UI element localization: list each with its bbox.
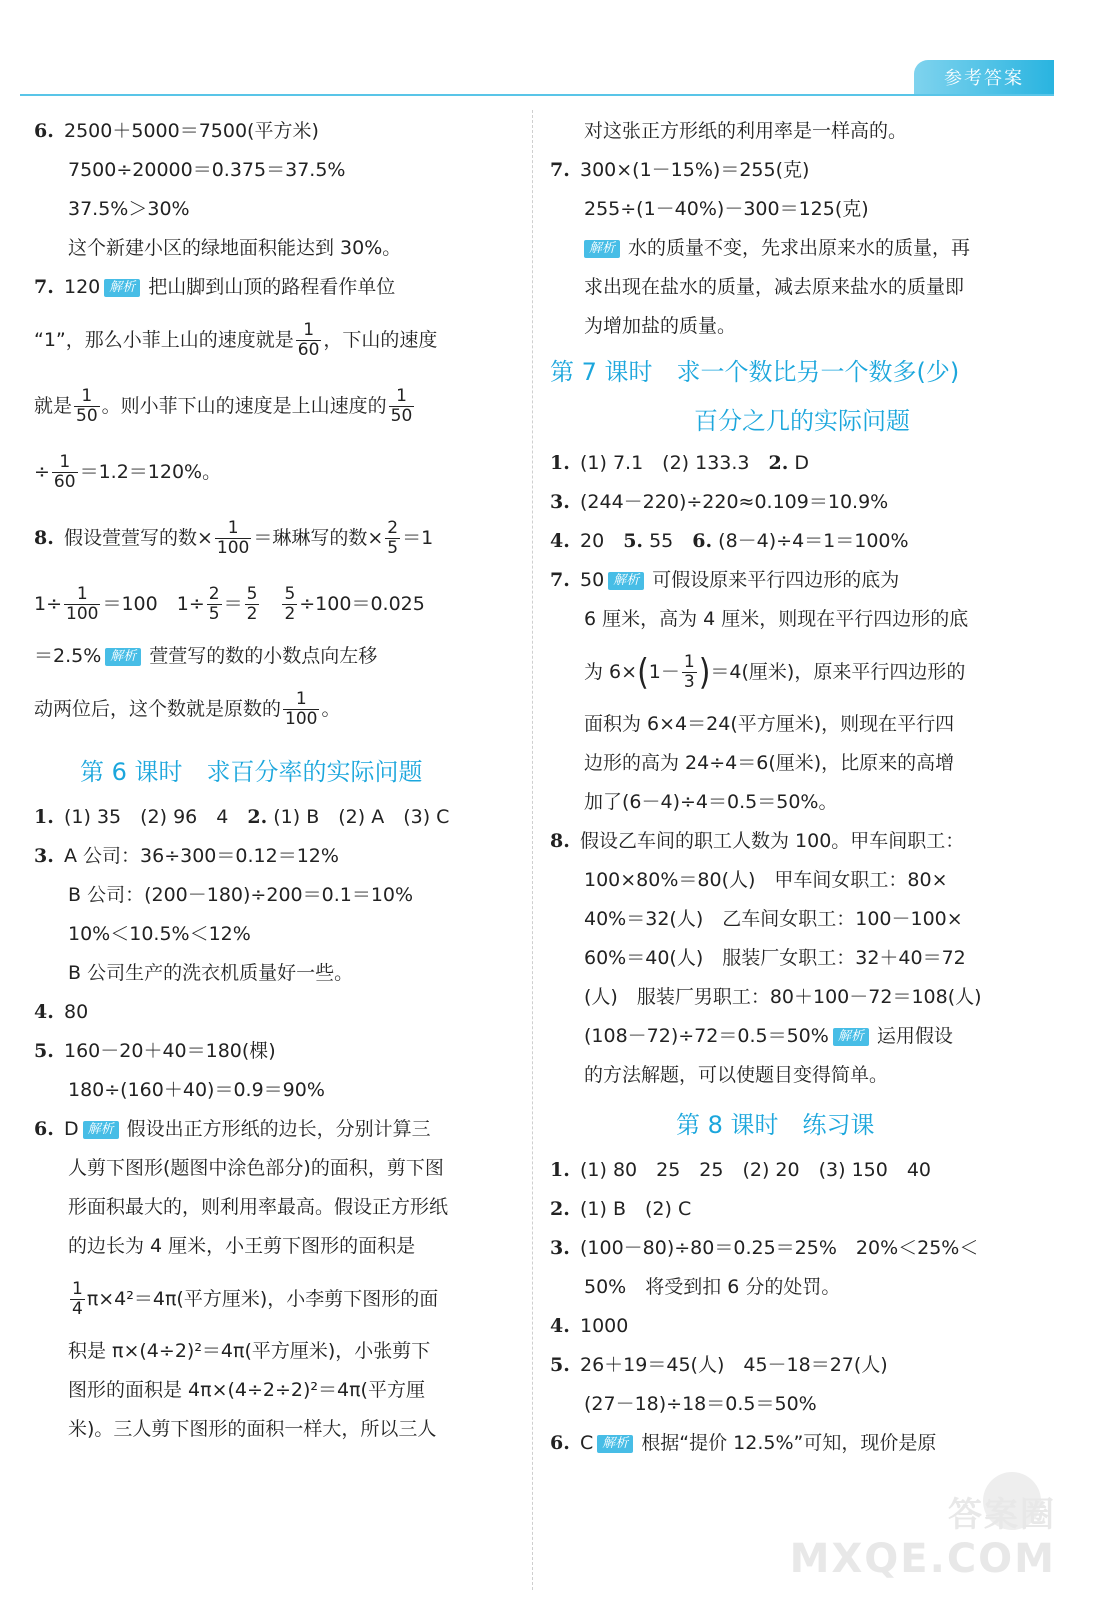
right-s8-q2 [550, 1190, 1030, 1229]
left-q6-line2: 7500÷20000＝0.375＝37.5% [68, 159, 346, 181]
watermark-bottom-text: MXQE.COM [789, 1536, 1056, 1582]
answer-text: C [580, 1432, 594, 1454]
fraction-numerator: 1 [72, 1279, 83, 1300]
fraction [207, 585, 222, 623]
question-number: 8. [550, 830, 570, 852]
analysis-text: ，下山的速度 [323, 329, 438, 351]
question-number: 5. [550, 1354, 570, 1376]
question-number: 4. [550, 530, 570, 552]
right-q7-line1 [550, 151, 1030, 190]
left-s6-q6-line2: 人剪下图形(题图中涂色部分)的面积，剪下图 [68, 1157, 444, 1179]
section-title-lesson8: 第 8 课时 练习课 [676, 1111, 875, 1139]
analysis-text: 动两位后，这个数就是原数的 [34, 698, 282, 720]
right-s8-q1 [550, 1151, 1030, 1190]
fraction-denominator: 100 [66, 604, 99, 624]
right-q7-line4: 求出现在盐水的质量，减去原来盐水的质量即 [584, 276, 965, 298]
analysis-tag: 解析 [83, 1121, 119, 1139]
fraction-numerator: 1 [303, 320, 315, 341]
right-column [550, 112, 1030, 1463]
watermark-top-text: 答案圈 [948, 1495, 1056, 1535]
column-divider [532, 110, 533, 1590]
fraction-denominator: 5 [208, 604, 220, 624]
analysis-text: 可假设原来平行四边形的底为 [652, 569, 900, 591]
right-s7-q1 [550, 444, 1030, 483]
left-q6-line3: 37.5%＞30% [68, 198, 190, 220]
analysis-tag: 解析 [584, 240, 620, 258]
fraction [52, 453, 78, 491]
fraction-numerator: 5 [284, 584, 296, 605]
section-title-lesson6: 第 6 课时 求百分率的实际问题 [80, 758, 423, 786]
right-s8-q4 [550, 1307, 1030, 1346]
fraction-denominator: 100 [216, 538, 250, 558]
question-number: 1. [550, 1159, 570, 1181]
question-number: 3. [550, 1237, 570, 1259]
answer-text: (244－220)÷220≈0.109＝10.9% [580, 491, 889, 513]
right-q7-line3 [550, 229, 1030, 268]
left-s6-q6-line5 [34, 1266, 512, 1332]
fraction-numerator: 2 [387, 518, 399, 539]
analysis-tag: 解析 [833, 1028, 869, 1046]
answer-text: D [794, 452, 810, 474]
left-s6-q5-line2: 180÷(160＋40)＝0.9＝90% [68, 1079, 325, 1101]
question-number: 3. [550, 491, 570, 513]
fraction-denominator: 2 [246, 604, 258, 624]
question-number: 7. [550, 569, 570, 591]
fraction-numerator: 2 [208, 584, 220, 605]
right-s7-q7-line5: 边形的高为 24÷4＝6(厘米)，比原来的高增 [584, 752, 955, 774]
question-number: 6. [34, 120, 54, 142]
answer-text: A 公司：36÷300＝0.12＝12% [64, 845, 339, 867]
analysis-text: 1－ [648, 661, 680, 683]
left-q7-line3 [34, 373, 512, 439]
fraction [682, 653, 697, 691]
right-s7-q8-line1 [550, 822, 1030, 861]
analysis-text: ＝1.2＝120%。 [79, 461, 222, 483]
left-s6-q3-line4: B 公司生产的洗衣机质量好一些。 [68, 962, 354, 984]
analysis-text: 萱萱写的数的小数点向左移 [149, 645, 378, 667]
answer-text: ＝100 1÷ [102, 593, 205, 615]
answer-text: (1) B (2) A (3) C [273, 806, 450, 828]
answer-text: (1) 80 25 25 (2) 20 (3) 150 40 [580, 1159, 932, 1181]
right-q7-line5: 为增加盐的质量。 [584, 315, 737, 337]
analysis-text: 为 6× [584, 661, 638, 683]
right-s8-q3-line1 [550, 1229, 1030, 1268]
fraction-denominator: 4 [72, 1299, 83, 1319]
right-s7-q7-line1 [550, 561, 1030, 600]
question-number: 8. [34, 527, 54, 549]
question-number: 3. [34, 845, 54, 867]
right-s7-q8-line6 [550, 1017, 1030, 1056]
right-s7-q7-line2: 6 厘米，高为 4 厘米，则现在平行四边形的底 [584, 608, 969, 630]
analysis-tag: 解析 [597, 1435, 633, 1453]
left-paren: ( [637, 650, 649, 693]
fraction-numerator: 1 [396, 386, 407, 407]
fraction [215, 519, 251, 557]
answer-text: 80 [64, 1001, 89, 1023]
fraction-numerator: 1 [81, 386, 93, 407]
fraction-denominator: 100 [285, 709, 318, 729]
fraction [389, 387, 415, 425]
answer-text: (100－80)÷80＝0.25＝25% 20%＜25%＜ [580, 1237, 979, 1259]
fraction-denominator: 50 [390, 406, 413, 426]
analysis-text: 运用假设 [876, 1025, 953, 1047]
answer-text: (1) B (2) C [580, 1198, 692, 1220]
analysis-text: π×4²＝4π(平方厘米)，小李剪下图形的面 [86, 1288, 439, 1310]
analysis-tag: 解析 [104, 279, 140, 297]
section-title-lesson7: 第 7 课时 求一个数比另一个数多(少) [550, 358, 960, 386]
question-number: 1. [34, 806, 54, 828]
right-s8-q6-line1 [550, 1424, 1030, 1463]
left-q7-line4 [34, 439, 512, 505]
left-q6-line1 [34, 112, 512, 151]
right-s7-q8-line5: (人) 服装厂男职工：80＋100－72＝108(人) [584, 986, 982, 1008]
left-s6-q6-line8: 米)。三人剪下图形的面积一样大，所以三人 [68, 1418, 437, 1440]
fraction-numerator: 1 [683, 652, 695, 673]
right-s7-q8-line7: 的方法解题，可以使题目变得简单。 [584, 1064, 889, 1086]
analysis-text: ÷ [34, 461, 50, 483]
answer-text: D [64, 1118, 79, 1140]
right-q7-line2: 255÷(1－40%)－300＝125(克) [584, 198, 869, 220]
answer-text: 50 [580, 569, 605, 591]
right-s7-q4 [550, 522, 1030, 561]
answer-text: 120 [64, 276, 101, 298]
answer-text: ÷100＝0.025 [299, 593, 425, 615]
answer-text: 160－20＋40＝180(棵) [64, 1040, 276, 1062]
analysis-text: “1”，那么小菲上山的速度就是 [34, 329, 294, 351]
section-subtitle-lesson7: 百分之几的实际问题 [694, 407, 910, 435]
left-s6-q6-line6: 积是 π×(4÷2)²＝4π(平方厘米)，小张剪下 [68, 1340, 431, 1362]
right-s7-q8-line4: 60%＝40(人) 服装厂女职工：32＋40＝72 [584, 947, 966, 969]
fraction [296, 321, 322, 359]
left-q8-line4 [34, 676, 512, 742]
question-number: 4. [34, 1001, 54, 1023]
answer-text: 26＋19＝45(人) 45－18＝27(人) [580, 1354, 888, 1376]
fraction-numerator: 1 [227, 518, 239, 539]
left-q8-line3 [34, 637, 512, 676]
question-number: 5. [34, 1040, 54, 1062]
answer-text: 1000 [580, 1315, 629, 1337]
question-number: 7. [550, 159, 570, 181]
fraction-numerator: 1 [295, 689, 307, 710]
left-s6-q3-line3: 10%＜10.5%＜12% [68, 923, 251, 945]
answer-text: (1) 35 (2) 96 4 [64, 806, 248, 828]
left-q8-line1 [34, 505, 512, 571]
answer-text: (108－72)÷72＝0.5＝50% [584, 1025, 829, 1047]
fraction [64, 585, 100, 623]
right-cont-line1: 对这张正方形纸的利用率是一样高的。 [584, 120, 908, 142]
right-s7-q7-line4: 面积为 6×4＝24(平方厘米)，则现在平行四 [584, 713, 955, 735]
answer-text: 55 [649, 530, 693, 552]
fraction [245, 585, 260, 623]
analysis-text: 。 [321, 698, 341, 720]
answer-text [261, 593, 280, 615]
answer-text: 假设乙车间的职工人数为 100。甲车间职工： [580, 830, 965, 852]
left-s6-q6-line4: 的边长为 4 厘米，小王剪下图形的面积是 [68, 1235, 416, 1257]
fraction [283, 690, 319, 728]
answer-text: 假设萱萱写的数× [64, 527, 213, 549]
right-s8-q5-line2: (27－18)÷18＝0.5＝50% [584, 1393, 817, 1415]
fraction [385, 519, 400, 557]
question-number: 6. [34, 1118, 54, 1140]
answer-text: ＝1 [402, 527, 434, 549]
fraction-numerator: 1 [76, 584, 88, 605]
right-s7-q7-line6: 加了(6－4)÷4＝0.5＝50%。 [584, 791, 838, 813]
question-number: 2. [768, 452, 789, 474]
answer-text: 2500＋5000＝7500(平方米) [64, 120, 319, 142]
analysis-text: 假设出正方形纸的边长，分别计算三 [126, 1118, 431, 1140]
left-s6-q3-line2: B 公司：(200－180)÷200＝0.1＝10% [68, 884, 414, 906]
left-s6-q6-line1 [34, 1110, 512, 1149]
analysis-text: 。则小菲下山的速度是上山速度的 [101, 395, 387, 417]
answer-text: ＝琳琳写的数× [253, 527, 384, 549]
left-q8-line2 [34, 571, 512, 637]
fraction-denominator: 60 [53, 472, 76, 492]
left-s6-q3-line1 [34, 837, 512, 876]
question-number: 2. [247, 806, 268, 828]
right-paren: ) [698, 650, 711, 693]
right-s8-q3-line2: 50% 将受到扣 6 分的处罚。 [584, 1276, 841, 1298]
left-s6-q5-line1 [34, 1032, 512, 1071]
fraction-denominator: 60 [297, 340, 320, 360]
fraction-denominator: 5 [387, 538, 399, 558]
answer-key-tab: 参考答案 [914, 60, 1054, 94]
left-s6-q6-line3: 形面积最大的，则利用率最高。假设正方形纸 [68, 1196, 449, 1218]
fraction [74, 387, 100, 425]
left-s6-q1 [34, 798, 512, 837]
right-s7-q8-line2: 100×80%＝80(人) 甲车间女职工：80× [584, 869, 948, 891]
analysis-text: 就是 [34, 395, 73, 417]
left-s6-q4 [34, 993, 512, 1032]
left-s6-q6-line7: 图形的面积是 4π×(4÷2÷2)²＝4π(平方厘 [68, 1379, 425, 1401]
analysis-tag: 解析 [105, 648, 141, 666]
question-number: 2. [550, 1198, 570, 1220]
answer-text: 20 [580, 530, 624, 552]
question-number: 4. [550, 1315, 570, 1337]
answer-text: ＝2.5% [34, 645, 102, 667]
analysis-tag: 解析 [608, 572, 644, 590]
analysis-text: 根据“提价 12.5%”可知，现价是原 [641, 1432, 937, 1454]
fraction-denominator: 3 [683, 672, 695, 692]
analysis-text: 水的质量不变，先求出原来水的质量，再 [628, 237, 971, 259]
analysis-text: 把山脚到山顶的路程看作单位 [148, 276, 396, 298]
left-q7-line1 [34, 268, 512, 307]
question-number: 6. [550, 1432, 570, 1454]
fraction [70, 1280, 85, 1318]
right-s7-q8-line3: 40%＝32(人) 乙车间女职工：100－100× [584, 908, 963, 930]
answer-text: (1) 7.1 (2) 133.3 [580, 452, 769, 474]
right-s8-q5-line1 [550, 1346, 1030, 1385]
fraction-denominator: 2 [284, 604, 296, 624]
fraction-denominator: 50 [76, 406, 98, 426]
fraction-numerator: 5 [246, 584, 258, 605]
watermark [790, 1487, 1056, 1582]
answer-text: (8－4)÷4＝1＝100% [718, 530, 909, 552]
analysis-text: ＝4(厘米)，原来平行四边形的 [710, 661, 966, 683]
question-number: 1. [550, 452, 570, 474]
answer-text: ＝ [223, 593, 243, 615]
question-number: 5. [623, 530, 644, 552]
answer-text: 1÷ [34, 593, 63, 615]
right-s7-q3 [550, 483, 1030, 522]
question-number: 6. [692, 530, 713, 552]
right-s7-q7-line3 [550, 639, 1030, 705]
question-number: 7. [34, 276, 54, 298]
left-column [34, 112, 512, 1449]
left-q7-line2 [34, 307, 512, 373]
fraction [282, 585, 297, 623]
answer-text: 300×(1－15%)＝255(克) [580, 159, 810, 181]
left-q6-line4: 这个新建小区的绿地面积能达到 30%。 [68, 237, 402, 259]
fraction-numerator: 1 [59, 452, 71, 473]
header-rule [20, 94, 1054, 96]
